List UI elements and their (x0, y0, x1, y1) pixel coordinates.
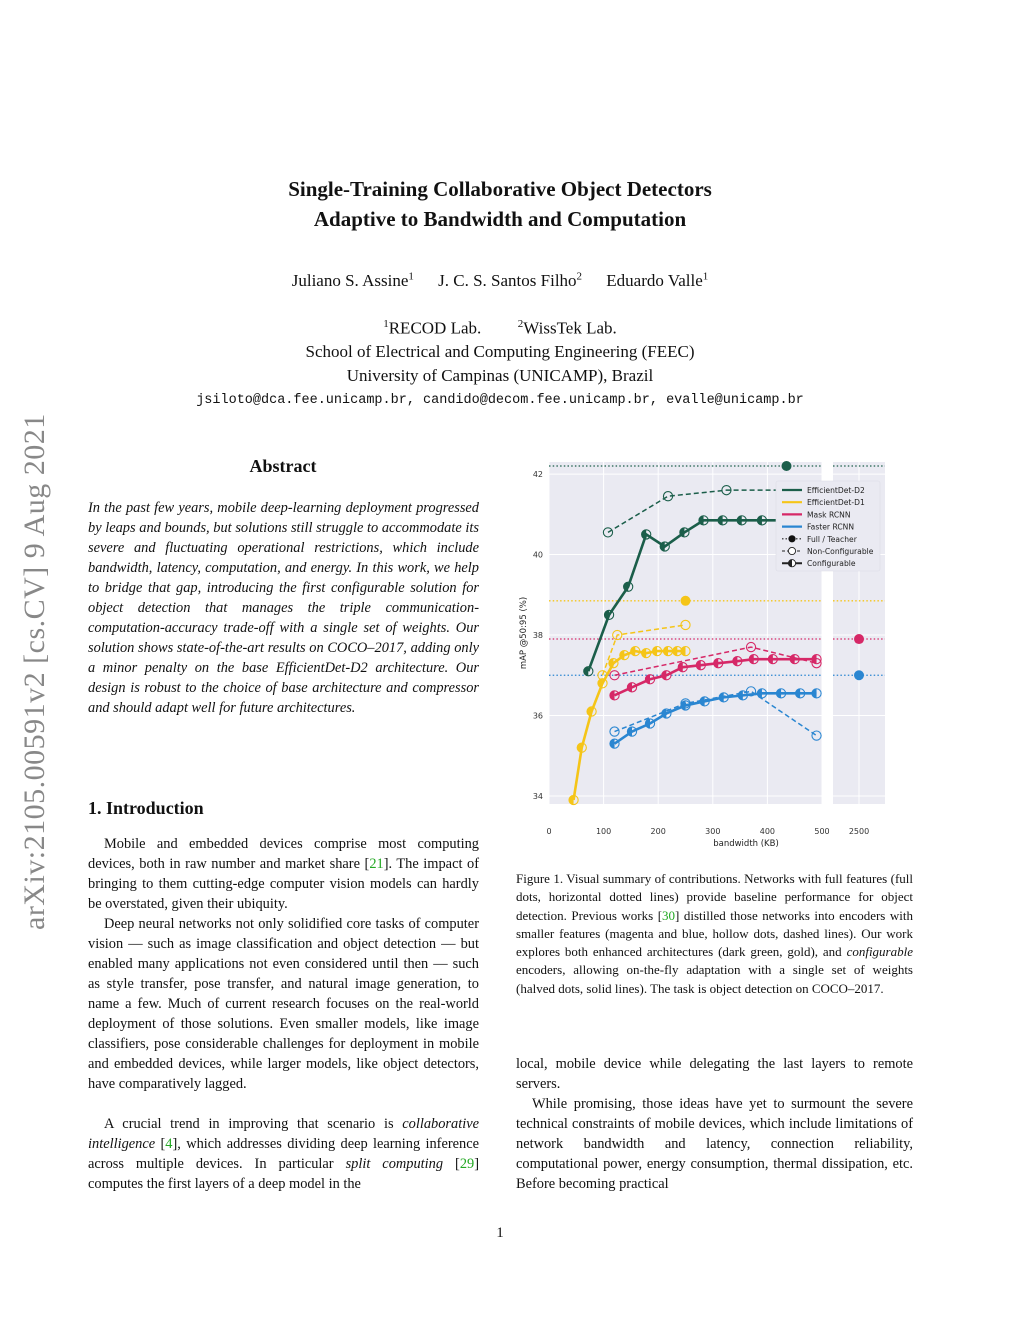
effdet-d2-full-dot (782, 461, 792, 471)
affil-b-sup: 2 (517, 318, 524, 330)
author-3 (606, 271, 708, 290)
authors (0, 270, 1000, 291)
author-3-name: Eduardo Valle (606, 270, 703, 290)
affil-b: WissTek Lab. (523, 318, 617, 338)
faster-rcnn-full-dot (854, 670, 864, 680)
legend-label: Configurable (807, 559, 856, 569)
title-line-2: Adaptive to Bandwidth and Computation (313, 207, 687, 231)
x-tick-label: 300 (705, 827, 721, 836)
author-2-name: J. C. S. Santos Filho (438, 270, 577, 290)
citation-29[interactable]: 29 (459, 1156, 475, 1172)
x-tick-label: 500 (814, 827, 830, 836)
intro-p1-text-a: Mobile and embedded devices comprise most computing devices, both in raw number and market share [ (88, 836, 479, 872)
intro-p1-text-b: ]. The impact of bringing to them cutting-edge computer vision models can hardly be overstated, given their ubiquity. (88, 856, 479, 912)
intro-p3-text-e: ] computes the first layers of a deep model in the (88, 1156, 479, 1192)
abstract-text: In the past few years, mobile deep-learning deployment progressed by leaps and bounds, but solutions still struggle to accommodate its severe and fluctuating operational restrictions, which include bandwidth, latency, computation, and energy. In this work, we help to bridge that gap, introducing the first configurable solution for object detection that manages the triple communication-computation-accuracy trade-off with a single set of weights. Our solution shows state-of-the-art results on COCO–2017, adding only a minor penalty on the base EfficientDet-D2 architecture. Our design is robust to the choice of base architecture and compressor and should adapt well for future architectures. (88, 500, 479, 716)
citation-4[interactable]: 4 (165, 1136, 173, 1152)
figure-1-caption (516, 870, 913, 998)
intro-p3-text-c: ], which addresses dividing deep learning inference across multiple devices. In particular (88, 1136, 480, 1172)
author-emails: jsiloto@dca.fee.unicamp.br, candido@decom.fee.unicamp.br, evalle@unicamp.br (196, 393, 804, 408)
legend-label: Full / Teacher (807, 534, 857, 544)
abstract-heading: Abstract (249, 456, 317, 476)
intro-p2-text: Deep neural networks not only solidified core tasks of computer vision — such as image classification and object detection — but enabled many applications not even considered until then — such as style transfer, pose transfer, and natural image generation, to name a few. Much of current research focuses on the real-world deployment of those solutions. Even smaller models, like image classifiers, pose considerable challenges for deployment in mobile and embedded devices, while larger models, like object detectors, have comparatively lagged. (88, 916, 479, 1092)
legend-label: EfficientDet-D1 (807, 498, 865, 508)
author-1-sup: 1 (408, 270, 414, 282)
affiliation-university: University of Campinas (UNICAMP), Brazil (346, 366, 654, 385)
x-tick-label: 0 (546, 827, 552, 836)
x-tick-label-break: 2500 (848, 827, 870, 836)
legend-label: Mask RCNN (807, 510, 851, 520)
right-p2-text: While promising, those ideas have yet to surmount the severe technical constraints of mobile devices, which include limitations of network bandwidth and latency, connection reliability, computational power, energy consumption, thermal dissipation, etc. Before becoming practical (516, 1096, 913, 1192)
caption-text-c: encoders, allowing on-the-fly adaptation with a single set of weights (halved dots, solid lines). The task is object detection on COCO–2017. (516, 962, 913, 996)
page-number: 1 (496, 1225, 504, 1241)
author-2 (438, 271, 582, 290)
introduction-heading: 1. Introduction (88, 798, 204, 818)
author-2-sup: 2 (576, 270, 583, 282)
affiliation-school: School of Electrical and Computing Engineering (FEEC) (305, 342, 695, 361)
intro-paragraph-2 (88, 914, 479, 1094)
intro-p3-text-d: [ (443, 1156, 460, 1172)
effdet-d1-full-dot (681, 596, 691, 606)
author-3-sup: 1 (702, 270, 709, 282)
caption-text-b: ] distilled those networks into encoders with smaller features (magenta and blue, hollow dots, dashed lines). Our work explores both enhanced architectures (dark green, gold), and (516, 907, 913, 960)
intro-p3-em-1: collaborative intelligence (88, 1116, 479, 1152)
y-tick-label: 42 (532, 470, 543, 480)
legend-label: Non-Configurable (807, 547, 874, 556)
legend-label: Faster RCNN (807, 522, 855, 532)
right-paragraph-1: local, mobile device while delegating the last layers to remote servers. (516, 1056, 913, 1092)
x-axis-label: bandwidth (KB) (713, 839, 779, 849)
y-tick-label: 40 (532, 550, 543, 560)
intro-p3-text-a: A crucial trend in improving that scenario is (104, 1116, 403, 1132)
citation-30[interactable]: 30 (662, 907, 676, 923)
mask-rcnn-full-dot (854, 634, 864, 644)
x-tick-label: 200 (650, 827, 666, 836)
citation-21[interactable]: 21 (369, 856, 384, 872)
figure-1-chart (516, 452, 896, 852)
affil-a: RECOD Lab. (388, 318, 482, 338)
y-tick-label: 36 (532, 711, 543, 721)
affil-a-sup: 1 (383, 318, 389, 330)
caption-text-a: Figure 1. Visual summary of contributions. Networks with full features (full dots, horizontal dotted lines) provide baseline performance for object detection. Previous works [ (516, 871, 913, 923)
legend-label: EfficientDet-D2 (807, 486, 865, 495)
affiliation-labs (0, 318, 1000, 339)
intro-p3-text-b: [ (155, 1136, 166, 1152)
title-line-1: Single-Training Collaborative Object Detectors (288, 177, 712, 201)
author-1-name: Juliano S. Assine (291, 270, 409, 290)
legend-marker-full (788, 535, 795, 542)
paper-title (0, 174, 1000, 234)
y-tick-label: 34 (532, 791, 543, 801)
x-tick-label: 100 (595, 827, 612, 836)
caption-em: configurable (846, 944, 913, 960)
intro-paragraph-3 (88, 1114, 479, 1194)
author-1 (292, 271, 414, 290)
x-tick-label: 400 (759, 827, 776, 836)
y-axis-label: mAP @50:95 (%) (519, 596, 529, 670)
intro-p3-em-2: split computing (345, 1156, 444, 1172)
legend-marker-nonconfig (788, 547, 795, 554)
arxiv-identifier: arXiv:2105.00591v2 [cs.CV] 9 Aug 2021 (18, 413, 51, 930)
intro-paragraph-1 (88, 834, 479, 914)
right-paragraph-2 (516, 1094, 913, 1194)
y-tick-label: 38 (532, 631, 543, 641)
